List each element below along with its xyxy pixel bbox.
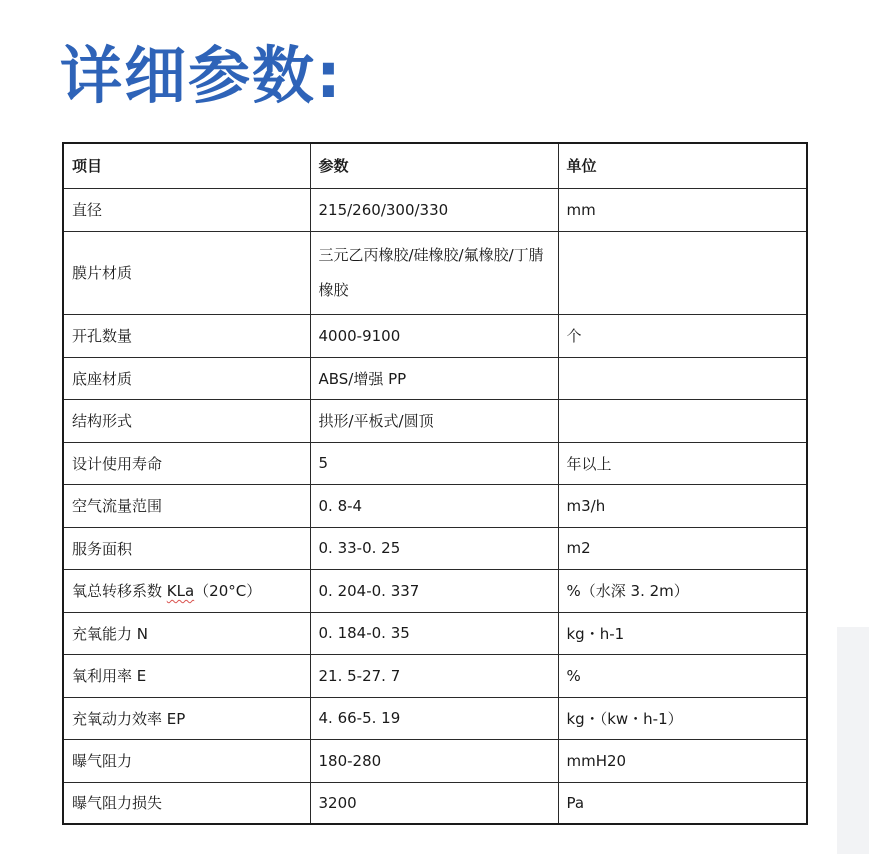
spellcheck-marked-text: KLa bbox=[166, 582, 195, 600]
parameters-table bbox=[62, 142, 808, 825]
table-row bbox=[63, 399, 807, 442]
row-item-prefix: 氧总转移系数 bbox=[72, 582, 167, 600]
row-unit bbox=[558, 399, 807, 442]
page-title: 详细参数: bbox=[60, 39, 343, 112]
row-value: 0. 33-0. 25 bbox=[310, 527, 558, 569]
table-row bbox=[63, 314, 807, 357]
row-unit: m3/h bbox=[558, 484, 807, 527]
row-value: 0. 184-0. 35 bbox=[310, 612, 558, 654]
header-unit: 单位 bbox=[558, 143, 807, 188]
row-value: 0. 204-0. 337 bbox=[310, 569, 558, 612]
row-value: 3200 bbox=[310, 782, 558, 824]
row-unit bbox=[558, 357, 807, 399]
row-unit: 年以上 bbox=[558, 442, 807, 484]
row-item: 直径 bbox=[63, 188, 310, 231]
row-unit: mmH20 bbox=[558, 739, 807, 782]
row-unit: %（水深 3. 2m） bbox=[558, 569, 807, 612]
table-row bbox=[63, 442, 807, 484]
row-unit: mm bbox=[558, 188, 807, 231]
row-unit: 个 bbox=[558, 314, 807, 357]
row-value: 5 bbox=[310, 442, 558, 484]
row-item: 充氧动力效率 EP bbox=[63, 697, 310, 739]
row-item: 底座材质 bbox=[63, 357, 310, 399]
row-value: 180-280 bbox=[310, 739, 558, 782]
row-value: 4. 66-5. 19 bbox=[310, 697, 558, 739]
row-value: ABS/增强 PP bbox=[310, 357, 558, 399]
row-value: 拱形/平板式/圆顶 bbox=[310, 399, 558, 442]
table-row bbox=[63, 231, 807, 314]
row-value: 0. 8-4 bbox=[310, 484, 558, 527]
row-value: 215/260/300/330 bbox=[310, 188, 558, 231]
table-row bbox=[63, 188, 807, 231]
row-item: 膜片材质 bbox=[63, 231, 310, 314]
table-row bbox=[63, 654, 807, 697]
row-item: 曝气阻力 bbox=[63, 739, 310, 782]
table-row bbox=[63, 527, 807, 569]
side-panel-background bbox=[837, 627, 869, 854]
row-item: 设计使用寿命 bbox=[63, 442, 310, 484]
header-value: 参数 bbox=[310, 143, 558, 188]
table-row bbox=[63, 697, 807, 739]
row-unit: m2 bbox=[558, 527, 807, 569]
table-header-row bbox=[63, 143, 807, 188]
row-value: 4000-9100 bbox=[310, 314, 558, 357]
row-item: 空气流量范围 bbox=[63, 484, 310, 527]
table-row bbox=[63, 569, 807, 612]
row-value: 三元乙丙橡胶/硅橡胶/氟橡胶/丁腈橡胶 bbox=[310, 231, 558, 314]
row-unit bbox=[558, 231, 807, 314]
row-item: 开孔数量 bbox=[63, 314, 310, 357]
header-item: 项目 bbox=[63, 143, 310, 188]
row-item-suffix: （20°C） bbox=[194, 582, 262, 600]
table-row bbox=[63, 612, 807, 654]
row-item: 充氧能力 N bbox=[63, 612, 310, 654]
row-unit: Pa bbox=[558, 782, 807, 824]
row-item: 曝气阻力损失 bbox=[63, 782, 310, 824]
row-item bbox=[63, 569, 310, 612]
row-unit: kg・（kw・h-1） bbox=[558, 697, 807, 739]
row-unit: % bbox=[558, 654, 807, 697]
table-row bbox=[63, 357, 807, 399]
row-item: 氧利用率 E bbox=[63, 654, 310, 697]
table-row bbox=[63, 484, 807, 527]
row-item: 服务面积 bbox=[63, 527, 310, 569]
table-row bbox=[63, 782, 807, 824]
row-value: 21. 5-27. 7 bbox=[310, 654, 558, 697]
table-row bbox=[63, 739, 807, 782]
row-unit: kg・h-1 bbox=[558, 612, 807, 654]
row-item: 结构形式 bbox=[63, 399, 310, 442]
